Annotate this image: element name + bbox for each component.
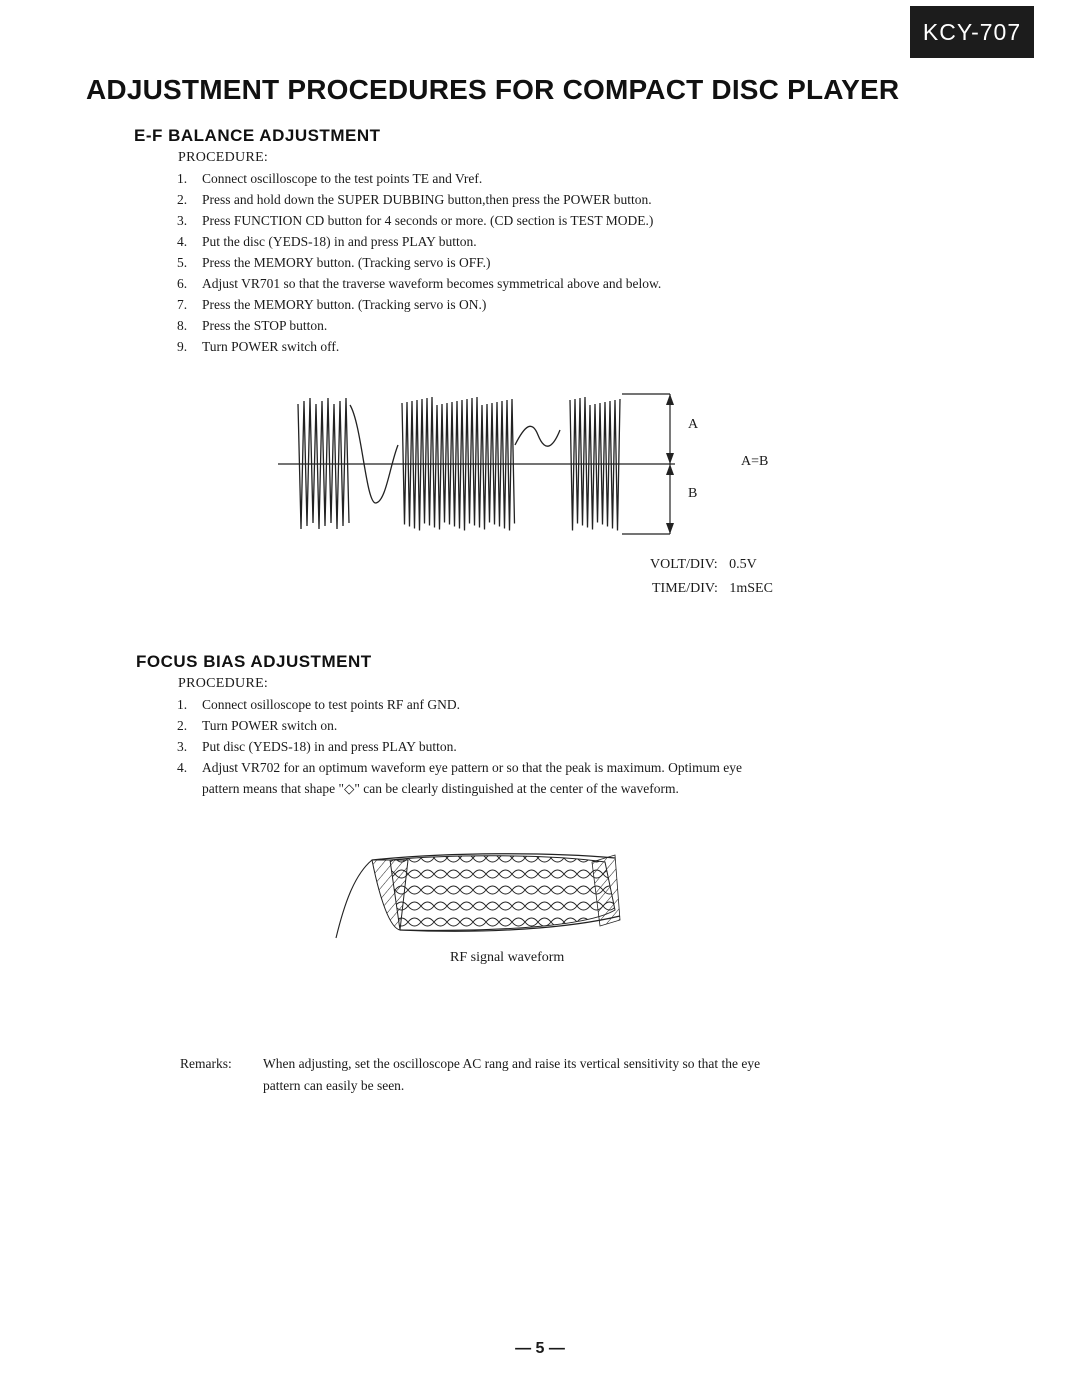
ef-procedure-label: PROCEDURE: [178, 150, 269, 165]
list-item: 9. Turn POWER switch off. [177, 339, 340, 354]
list-item: 8. Press the STOP button. [177, 318, 328, 333]
arrow-a-top [666, 394, 674, 405]
time-div-readout [652, 581, 773, 597]
traverse-slow-wave-2 [515, 426, 560, 446]
rf-band-main [390, 856, 615, 931]
remarks-text: When adjusting, set the oscilloscope AC rang and raise its vertical sensitivity so that the eye pattern can easily be seen. [263, 1056, 761, 1093]
model-badge: KCY-707 [910, 6, 1034, 58]
list-item: 4. Put the disc (YEDS-18) in and press PLAY button. [177, 234, 477, 249]
label-a: A [688, 417, 699, 432]
focus-steps-list [177, 694, 762, 799]
arrow-a-bottom [666, 453, 674, 464]
remarks-block [180, 1053, 800, 1097]
list-item: 3. Press FUNCTION CD button for 4 seconds or more. (CD section is TEST MODE.) [177, 213, 654, 228]
list-item: 6. Adjust VR701 so that the traverse waveform becomes symmetrical above and below. [177, 276, 662, 291]
volt-div-value: 0.5V [729, 557, 757, 572]
ef-balance-title: E-F BALANCE ADJUSTMENT [134, 126, 381, 145]
list-item: 2. Press and hold down the SUPER DUBBING button,then press the POWER button. [177, 192, 652, 207]
page-number: — 5 — [515, 1340, 565, 1357]
remarks-label: Remarks: [180, 1056, 232, 1071]
focus-bias-title: FOCUS BIAS ADJUSTMENT [136, 652, 372, 671]
traverse-slow-wave-1 [350, 405, 398, 503]
list-item: 1. Connect osilloscope to test points RF anf GND. [177, 697, 460, 712]
focus-procedure-label: PROCEDURE: [178, 676, 269, 691]
list-item: 3. Put disc (YEDS-18) in and press PLAY button. [177, 739, 457, 754]
arrow-b-bottom [666, 523, 674, 534]
list-item: 4. Adjust VR702 for an optimum waveform eye pattern or so that the peak is maximum. Optimum eye pattern means that shape "◇" can be clearly distinguished at the center of the waveform. [177, 760, 743, 796]
list-item: 1. Connect oscilloscope to the test points TE and Vref. [177, 171, 483, 186]
time-div-value: 1mSEC [729, 581, 773, 596]
list-item: 7. Press the MEMORY button. (Tracking servo is ON.) [177, 297, 487, 312]
list-item: 5. Press the MEMORY button. (Tracking servo is OFF.) [177, 255, 491, 270]
list-item: 2. Turn POWER switch on. [177, 718, 338, 733]
rf-caption: RF signal waveform [450, 950, 565, 965]
arrow-b-top [666, 464, 674, 475]
traverse-waveform-diagram [270, 385, 690, 545]
label-a-equals-b: A=B [741, 454, 769, 469]
rf-eye-pattern-diagram [330, 850, 630, 945]
time-div-label: TIME/DIV: [652, 581, 718, 596]
label-b: B [688, 486, 698, 501]
rf-left-streak [336, 860, 372, 938]
ef-steps-list [177, 168, 817, 357]
volt-div-label: VOLT/DIV: [650, 557, 718, 572]
volt-div-readout [650, 557, 757, 573]
page-title: ADJUSTMENT PROCEDURES FOR COMPACT DISC PLAYER [86, 74, 900, 105]
